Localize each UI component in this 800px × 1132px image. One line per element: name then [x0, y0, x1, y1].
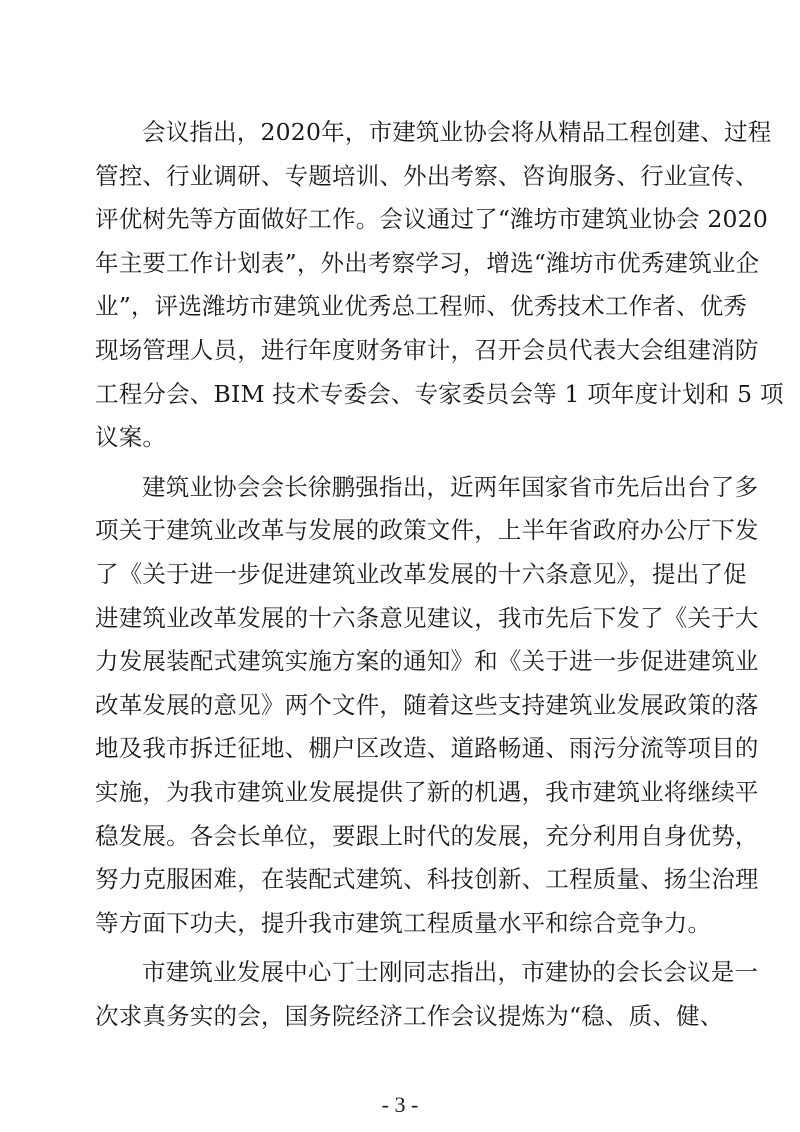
text-line: 等方面下功夫，提升我市建筑工程质量水平和综合竞争力。 [95, 908, 712, 937]
text-line: 评优树先等方面做好工作。会议通过了“潍坊市建筑业协会 2020 [95, 205, 768, 234]
text-line: 改革发展的意见》两个文件，随着这些支持建筑业发展政策的落 [95, 690, 759, 719]
text-line: 建筑业协会会长徐鹏强指出，近两年国家省市先后出台了多 [142, 472, 759, 501]
page-number: - 3 - [381, 1092, 419, 1117]
text-line: 次求真务实的会，国务院经济工作会议提炼为“稳、质、健、 [95, 1001, 724, 1030]
text-line: 项关于建筑业改革与发展的政策文件，上半年省政府办公厅下发 [95, 516, 759, 545]
text-line: 努力克服困难，在装配式建筑、科技创新、工程质量、扬尘治理 [95, 865, 759, 894]
text-line: 年主要工作计划表”，外出考察学习，增选“潍坊市优秀建筑业企 [95, 248, 760, 277]
paragraph-work-plan [95, 111, 784, 460]
text-line: 现场管理人员，进行年度财务审计，召开会员代表大会组建消防 [95, 335, 759, 364]
text-line: 了《关于进一步促进建筑业改革发展的十六条意见》，提出了促 [95, 559, 747, 588]
text-line: 地及我市拆迁征地、棚户区改造、道路畅通、雨污分流等项目的 [95, 734, 759, 763]
text-line: 议案。 [95, 423, 167, 452]
paragraph-president-remarks [95, 466, 759, 946]
text-line: 力发展装配式建筑实施方案的通知》和《关于进一步促进建筑业 [95, 647, 759, 676]
text-line: 实施，为我市建筑业发展提供了新的机遇，我市建筑业将继续平 [95, 777, 759, 806]
text-line: 业”，评选潍坊市建筑业优秀总工程师、优秀技术工作者、优秀 [95, 292, 748, 321]
text-line: 进建筑业改革发展的十六条意见建议，我市先后下发了《关于大 [95, 603, 759, 632]
text-line: 稳发展。各会长单位，要跟上时代的发展，充分利用自身优势， [95, 821, 759, 850]
text-line: 管控、行业调研、专题培训、外出考察、咨询服务、行业宣传、 [95, 161, 759, 190]
text-line: 工程分会、BIM 技术专委会、专家委员会等 1 项年度计划和 5 项 [95, 379, 784, 408]
text-line: 会议指出，2020年，市建筑业协会将从精品工程创建、过程 [142, 118, 772, 146]
document-body [95, 111, 784, 1038]
text-line: 市建筑业发展中心丁士刚同志指出，市建协的会长会议是一 [142, 958, 759, 987]
paragraph-center-remarks [95, 951, 759, 1038]
